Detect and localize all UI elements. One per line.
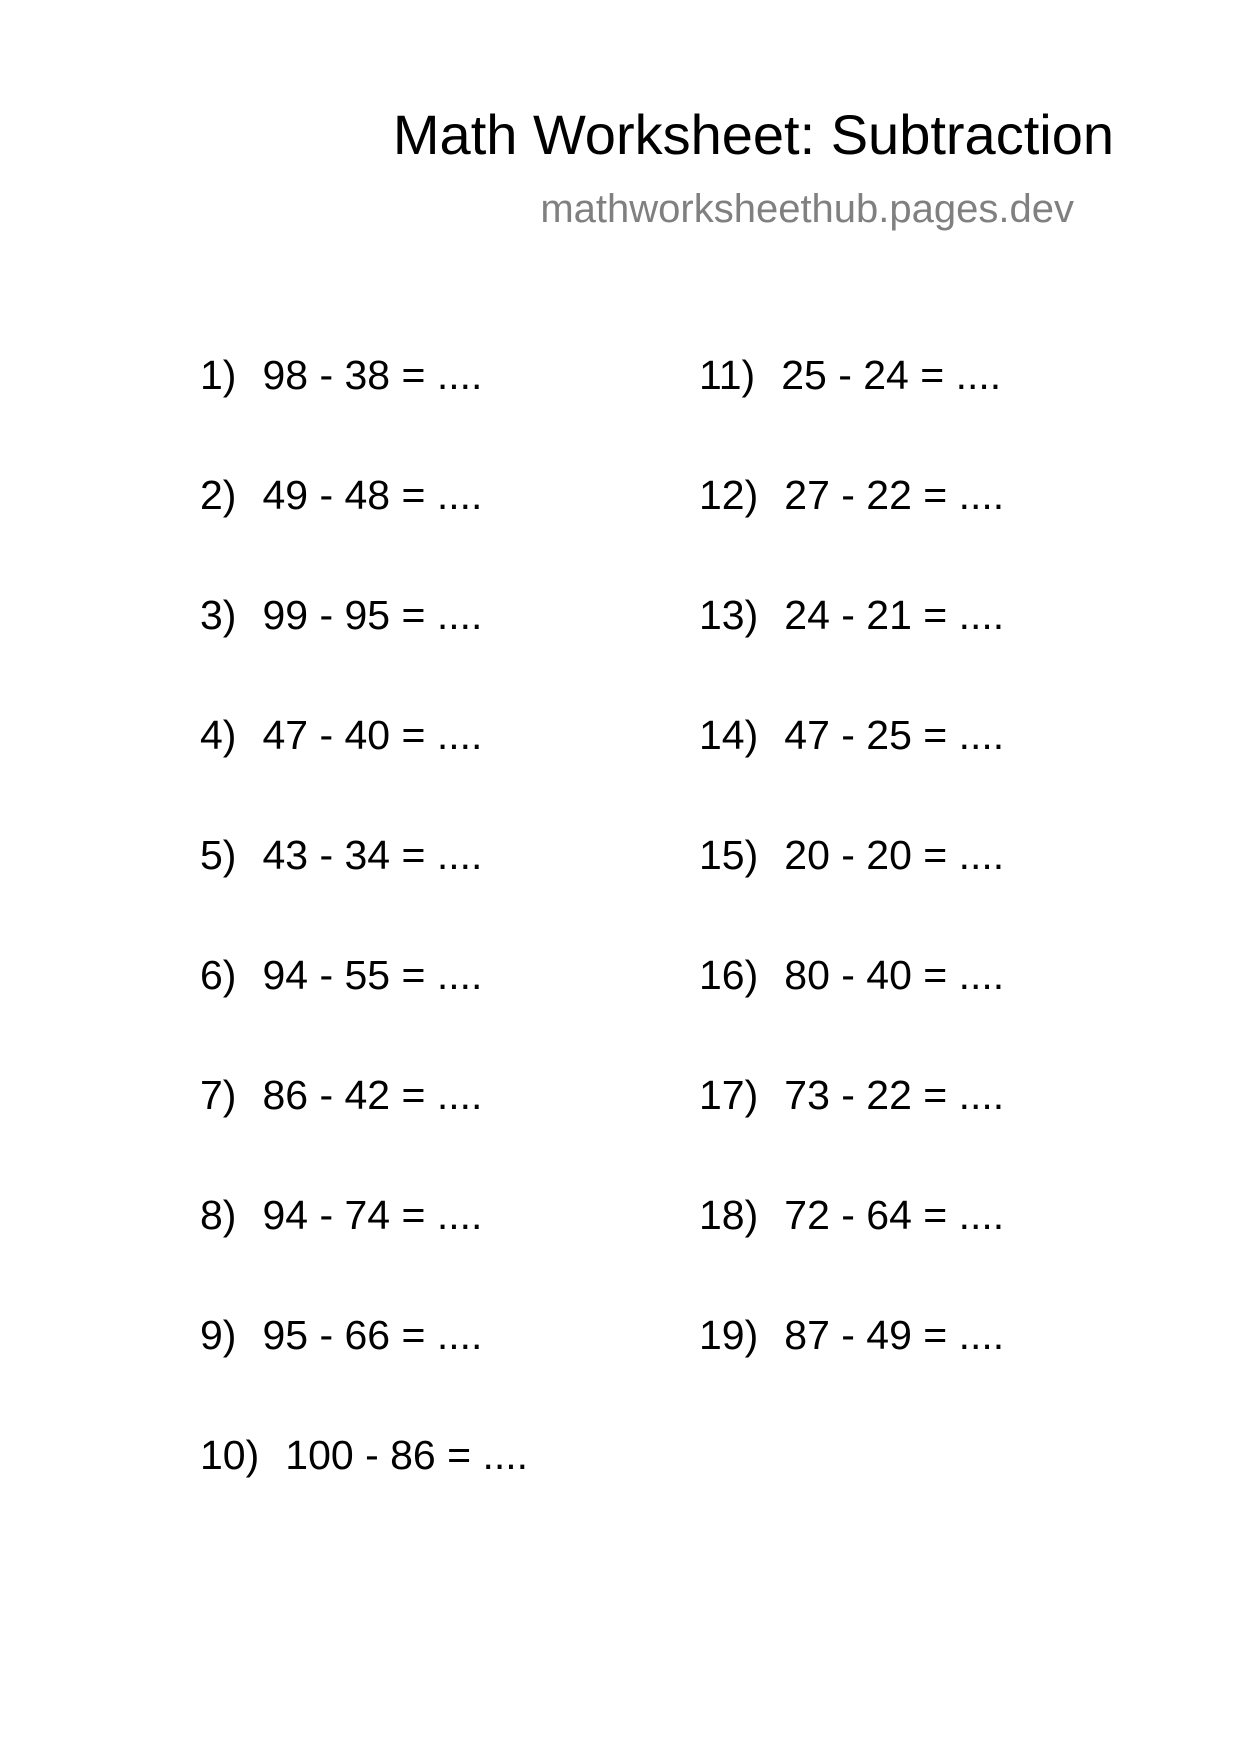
- problem-expression: 80 - 40 = ....: [784, 952, 1005, 998]
- problem-item: [699, 710, 1004, 830]
- problem-item: [699, 1070, 1004, 1190]
- problem-number: 2): [200, 472, 237, 518]
- problem-expression: 86 - 42 = ....: [262, 1072, 483, 1118]
- problem-expression: 47 - 40 = ....: [262, 712, 483, 758]
- problem-expression: 24 - 21 = ....: [784, 592, 1005, 638]
- problem-number: 13): [699, 592, 759, 638]
- problem-expression: 98 - 38 = ....: [262, 352, 483, 398]
- problem-number: 14): [699, 712, 759, 758]
- problem-item: [200, 590, 528, 710]
- problem-expression: 25 - 24 = ....: [781, 352, 1002, 398]
- problem-expression: 95 - 66 = ....: [262, 1312, 483, 1358]
- problem-expression: 47 - 25 = ....: [784, 712, 1005, 758]
- problem-item: [200, 1070, 528, 1190]
- problem-number: 8): [200, 1192, 237, 1238]
- problem-item: [699, 470, 1004, 590]
- problem-expression: 43 - 34 = ....: [262, 832, 483, 878]
- problem-expression: 94 - 74 = ....: [262, 1192, 483, 1238]
- problem-number: 15): [699, 832, 759, 878]
- problem-number: 17): [699, 1072, 759, 1118]
- problem-number: 1): [200, 352, 237, 398]
- problem-number: 9): [200, 1312, 237, 1358]
- problem-expression: 94 - 55 = ....: [262, 952, 483, 998]
- problem-item: [200, 950, 528, 1070]
- problem-expression: 27 - 22 = ....: [784, 472, 1005, 518]
- page-title: Math Worksheet: Subtraction: [392, 103, 1114, 166]
- problem-expression: 99 - 95 = ....: [262, 592, 483, 638]
- problem-number: 12): [699, 472, 759, 518]
- problem-item: [699, 1310, 1004, 1430]
- problem-item: [699, 950, 1004, 1070]
- problem-item: [699, 590, 1004, 710]
- problem-expression: 73 - 22 = ....: [784, 1072, 1005, 1118]
- problem-number: 6): [200, 952, 237, 998]
- problem-number: 3): [200, 592, 237, 638]
- problem-number: 18): [699, 1192, 759, 1238]
- problem-item: [699, 1190, 1004, 1310]
- problem-number: 7): [200, 1072, 237, 1118]
- problem-expression: 72 - 64 = ....: [784, 1192, 1005, 1238]
- problem-number: 5): [200, 832, 237, 878]
- problem-column-right: [699, 350, 1004, 1430]
- problem-item: [699, 350, 1004, 470]
- problem-expression: 87 - 49 = ....: [784, 1312, 1005, 1358]
- problem-number: 4): [200, 712, 237, 758]
- problem-number: 10): [200, 1432, 260, 1478]
- problem-expression: 20 - 20 = ....: [784, 832, 1005, 878]
- problem-item: [200, 1310, 528, 1430]
- problem-item: [200, 1190, 528, 1310]
- problem-number: 16): [699, 952, 759, 998]
- problem-expression: 100 - 86 = ....: [285, 1432, 529, 1478]
- problem-number: 11): [699, 352, 756, 398]
- problem-item: [200, 1430, 528, 1550]
- problem-item: [200, 710, 528, 830]
- problem-item: [699, 830, 1004, 950]
- problem-item: [200, 470, 528, 590]
- website-label: mathworksheethub.pages.dev: [540, 187, 1074, 231]
- problem-item: [200, 830, 528, 950]
- problem-column-left: [200, 350, 528, 1550]
- problem-item: [200, 350, 528, 470]
- problem-number: 19): [699, 1312, 759, 1358]
- problem-expression: 49 - 48 = ....: [262, 472, 483, 518]
